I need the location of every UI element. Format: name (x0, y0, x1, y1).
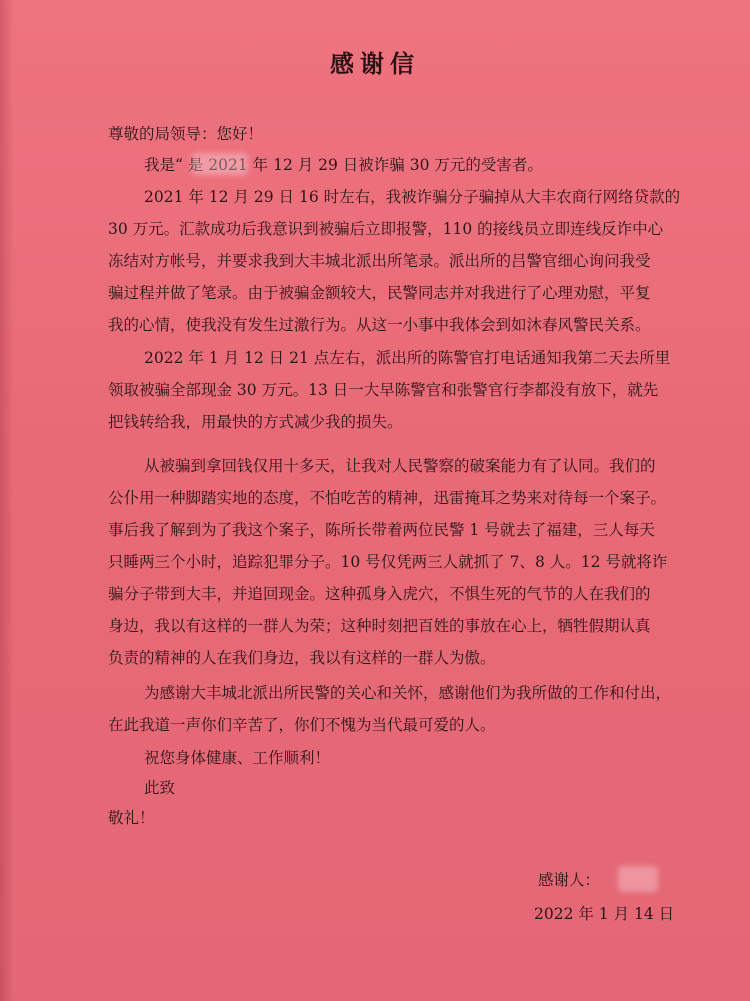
body-line: 只睡两三个小时，追踪犯罪分子。10 号仅凭两三人就抓了 7、8 人。12 号就将诈 (108, 553, 668, 571)
body-line: 从被骗到拿回钱仅用十多天，让我对人民警察的破案能力有了认同。我们的 (144, 457, 656, 475)
letter-title: 感谢信 (330, 49, 420, 78)
body-line: 事后我了解到为了我这个案子，陈所长带着两位民警 1 号就去了福建，三人每天 (108, 521, 655, 539)
page-shadow (0, 0, 14, 1001)
body-line: 负责的精神的人在我们身边，我以有这样的一群人为傲。 (108, 649, 496, 667)
body-line: 我的心情，使我没有发生过激行为。从这一小事中我体会到如沐春风警民关系。 (108, 316, 651, 334)
body-line: 为感谢大丰城北派出所民警的关心和关怀，感谢他们为我所做的工作和付出， (144, 684, 672, 702)
closing-wish: 祝您身体健康、工作顺利！ (144, 749, 331, 767)
body-line: 领取被骗全部现金 30 万元。13 日一大早陈警官和张警官行李都没有放下，就先 (108, 381, 659, 399)
body-line: 骗分子带到大丰，并追回现金。这种孤身入虎穴，不惧生死的气节的人在我们的 (108, 585, 651, 603)
redacted-signature (618, 866, 658, 892)
signature-label: 感谢人： (538, 871, 601, 889)
body-line: 2021 年 12 月 29 日 16 时左右，我被诈骗分子骗掉从大丰农商行网络贷款的 (144, 188, 681, 206)
body-line: 我是“ 是 2021 年 12 月 29 日被诈骗 30 万元的受害者。 (144, 156, 543, 174)
body-line: 把钱转给我，用最快的方式减少我的损失。 (108, 413, 403, 431)
body-line: 公仆用一种脚踏实地的态度，不怕吃苦的精神，迅雷掩耳之势来对待每一个案子。 (108, 489, 667, 507)
body-line: 冻结对方帐号，并要求我到大丰城北派出所笔录。派出所的吕警官细心询问我受 (108, 252, 651, 270)
redacted-name (192, 153, 248, 175)
letter-date: 2022 年 1 月 14 日 (534, 905, 675, 923)
body-line: 2022 年 1 月 12 日 21 点左右，派出所的陈警官打电话通知我第二天去所里 (144, 349, 671, 367)
salutation: 尊敬的局领导：您好！ (108, 125, 264, 143)
body-line: 在此我道一声你们辛苦了，你们不愧为当代最可爱的人。 (108, 716, 496, 734)
closing-salute: 敬礼！ (108, 809, 155, 827)
body-line: 骗过程并做了笔录。由于被骗金额较大，民警同志并对我进行了心理劝慰，平复 (108, 284, 651, 302)
body-line: 30 万元。汇款成功后我意识到被骗后立即报警，110 的接线员立即连线反诈中心 (108, 220, 664, 238)
closing-cizhi: 此致 (144, 779, 176, 797)
body-line: 身边，我以有这样的一群人为荣；这种时刻把百姓的事放在心上，牺牲假期认真 (108, 617, 651, 635)
